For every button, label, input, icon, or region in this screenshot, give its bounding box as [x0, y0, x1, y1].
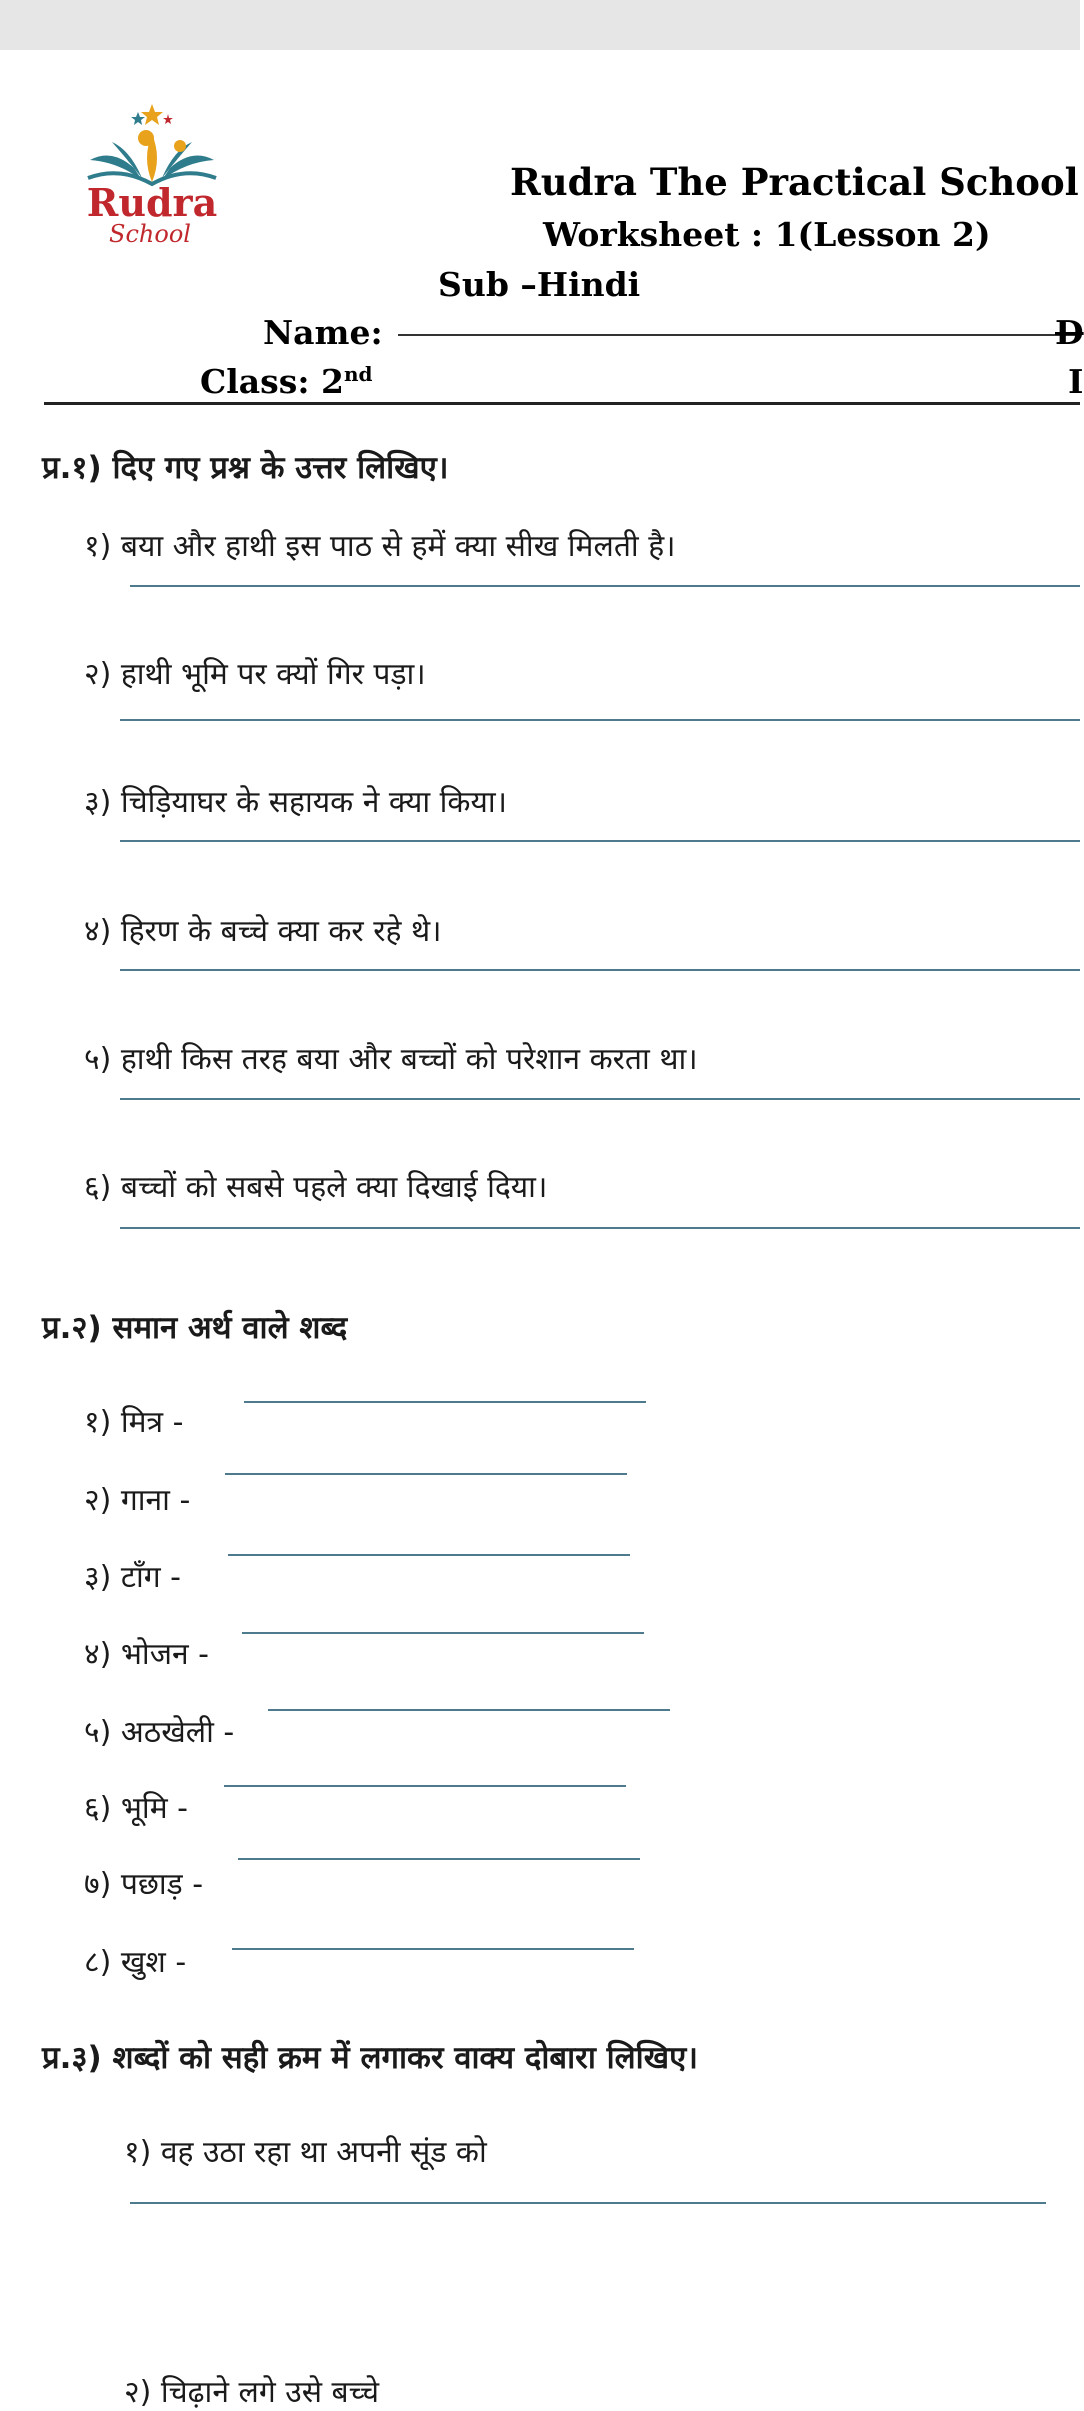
section2-heading: प्र.२) समान अर्थ वाले शब्द — [42, 1310, 348, 1346]
name-blank-line[interactable] — [398, 334, 1080, 336]
logo-emblem-icon — [72, 98, 232, 258]
s2-item-5: ५) अठखेली - — [84, 1715, 235, 1750]
worksheet-title: Worksheet : 1(Lesson 2) — [543, 215, 991, 254]
s1-answer-line-4[interactable] — [120, 969, 1080, 971]
s3-answer-line-1[interactable] — [130, 2202, 1046, 2204]
s2-answer-line-3[interactable] — [228, 1554, 630, 1556]
s1-question-2: २) हाथी भूमि पर क्यों गिर पड़ा। — [84, 657, 426, 692]
s1-answer-line-6[interactable] — [120, 1227, 1080, 1229]
s2-item-6: ६) भूमि - — [84, 1791, 189, 1826]
s2-answer-line-5[interactable] — [268, 1709, 670, 1711]
header-divider — [44, 402, 1080, 405]
name-label: Name: — [263, 313, 383, 352]
s1-question-3: ३) चिड़ियाघर के सहायक ने क्या किया। — [84, 785, 508, 820]
school-name: Rudra The Practical School — [510, 160, 1079, 204]
s2-item-8: ८) खुश - — [84, 1945, 187, 1980]
s3-item-2: २) चिढ़ाने लगे उसे बच्चे — [124, 2375, 380, 2410]
logo-subtext: School — [109, 220, 191, 248]
s1-answer-line-5[interactable] — [120, 1098, 1080, 1100]
s2-item-3: ३) टाँग - — [84, 1560, 181, 1595]
date-label-clipped: D — [1055, 313, 1084, 352]
s2-answer-line-1[interactable] — [244, 1401, 646, 1403]
s2-answer-line-2[interactable] — [225, 1473, 627, 1475]
s2-item-7: ७) पछाड़ - — [84, 1867, 204, 1902]
s2-answer-line-7[interactable] — [238, 1858, 640, 1860]
logo-wordmark: Rudra — [86, 180, 218, 225]
s1-answer-line-3[interactable] — [120, 840, 1080, 842]
school-logo — [72, 98, 232, 258]
section1-heading: प्र.१) दिए गए प्रश्न के उत्तर लिखिए। — [42, 450, 449, 486]
s2-answer-line-8[interactable] — [232, 1948, 634, 1950]
s1-question-6: ६) बच्चों को सबसे पहले क्या दिखाई दिया। — [84, 1170, 548, 1205]
s1-answer-line-1[interactable] — [130, 585, 1080, 587]
class-label: Class: 2nd — [200, 362, 373, 401]
s1-question-1: १) बया और हाथी इस पाठ से हमें क्या सीख मिलती है। — [84, 529, 676, 564]
s3-item-1: १) वह उठा रहा था अपनी सूंड को — [124, 2135, 487, 2170]
s2-item-4: ४) भोजन - — [84, 1637, 209, 1672]
s2-answer-line-6[interactable] — [224, 1785, 626, 1787]
s1-question-4: ४) हिरण के बच्चे क्या कर रहे थे। — [84, 914, 442, 949]
s1-question-5: ५) हाथी किस तरह बया और बच्चों को परेशान करता था। — [84, 1042, 698, 1077]
s2-item-2: २) गाना - — [84, 1483, 191, 1518]
section3-heading: प्र.३) शब्दों को सही क्रम में लगाकर वाक्य दोबारा लिखिए। — [42, 2040, 698, 2076]
s2-answer-line-4[interactable] — [242, 1632, 644, 1634]
subject-label: Sub –Hindi — [438, 265, 641, 304]
roll-label-clipped: I — [1068, 362, 1084, 401]
top-bar — [0, 0, 1080, 50]
s2-item-1: १) मित्र - — [84, 1405, 184, 1440]
s1-answer-line-2[interactable] — [120, 719, 1080, 721]
